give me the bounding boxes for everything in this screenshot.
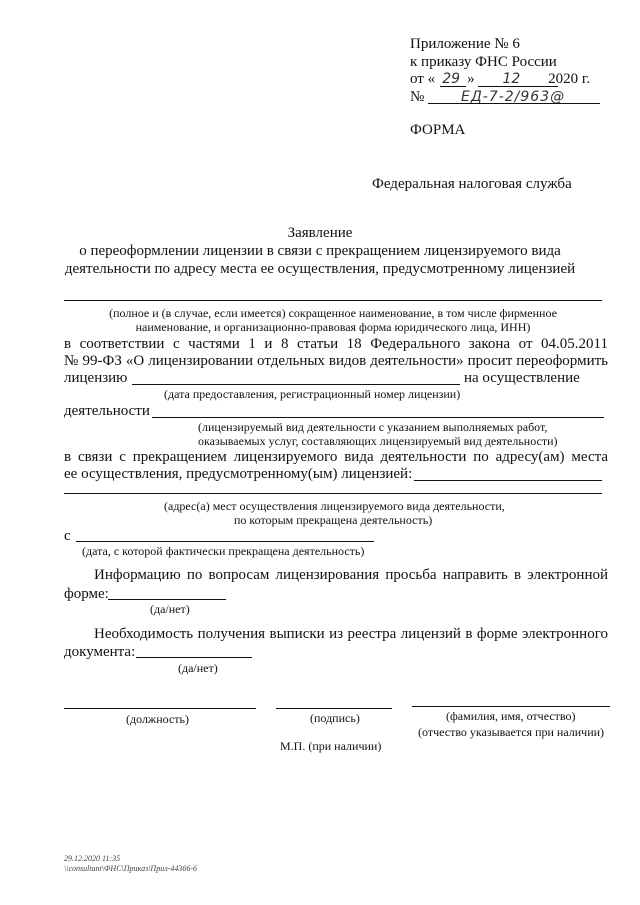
activity-note-line-1: (лицензируемый вид деятельности с указанием выполняемых работ, bbox=[198, 420, 548, 434]
document-title-line-3: деятельности по адресу места ее осуществления, предусмотренному лицензией bbox=[64, 261, 576, 277]
appendix-line-2: к приказу ФНС России bbox=[410, 54, 557, 70]
day-underline bbox=[440, 86, 466, 87]
address-field-1[interactable] bbox=[414, 480, 602, 481]
email-info-line-2: форме: bbox=[64, 586, 109, 602]
reason-line-1: в связи с прекращением лицензируемого вида деятельности по адресу(ам) места bbox=[64, 449, 608, 465]
law-line-2: № 99-ФЗ «О лицензировании отдельных видов деятельности» просит переоформить bbox=[64, 353, 608, 369]
footer-timestamp: 29.12.2020 11:35 bbox=[64, 854, 121, 863]
position-caption: (должность) bbox=[126, 712, 189, 726]
since-note: (дата, с которой фактически прекращена деятельность) bbox=[82, 544, 365, 558]
appendix-year: 2020 г. bbox=[548, 71, 591, 87]
document-title: Заявление bbox=[287, 225, 353, 241]
extract-line-1: Необходимость получения выписки из реестра лицензий в форме электронного bbox=[94, 626, 608, 642]
email-answer-field[interactable] bbox=[108, 599, 226, 600]
for-activity-label: на осуществление bbox=[464, 370, 580, 386]
extract-answer-field[interactable] bbox=[136, 657, 252, 658]
extract-line-2: документа: bbox=[64, 644, 136, 660]
extract-note: (да/нет) bbox=[178, 661, 218, 675]
authority-name: Федеральная налоговая служба bbox=[372, 176, 572, 192]
full-name-note: (отчество указывается при наличии) bbox=[418, 725, 605, 739]
position-field[interactable] bbox=[64, 708, 256, 709]
footer-file-path: \\consultant\ФНС\Приказ\Прил-44366-6 bbox=[64, 864, 198, 873]
month-underline bbox=[478, 86, 558, 87]
appendix-day: 29 bbox=[442, 71, 461, 87]
full-name-field[interactable] bbox=[412, 706, 610, 707]
address-note-line-1: (адрес(а) мест осуществления лицензируемого вида деятельности, bbox=[164, 499, 505, 513]
appendix-from-prefix: от « bbox=[410, 71, 436, 87]
since-date-field[interactable] bbox=[76, 541, 374, 542]
document-title-line-2: о переоформлении лицензии в связи с прекращением лицензируемого вида bbox=[79, 243, 561, 259]
stamp-caption: М.П. (при наличии) bbox=[280, 739, 382, 753]
appendix-quote-close: » bbox=[467, 71, 475, 87]
email-info-note: (да/нет) bbox=[150, 602, 190, 616]
applicant-note-line-1: (полное и (в случае, если имеется) сокращенное наименование, в том числе фирменное bbox=[109, 306, 557, 320]
appendix-month: 12 bbox=[502, 71, 521, 87]
activity-field[interactable] bbox=[152, 417, 604, 418]
activity-note-line-2: оказываемых услуг, составляющих лицензируемый вид деятельности) bbox=[198, 434, 558, 448]
activity-label: деятельности bbox=[64, 403, 150, 419]
appendix-num-prefix: № bbox=[410, 89, 425, 105]
address-field-2[interactable] bbox=[64, 493, 602, 494]
appendix-number: ЕД-7-2/963@ bbox=[460, 89, 566, 105]
applicant-note-line-2: наименование, и организационно-правовая форма юридического лица, ИНН) bbox=[135, 320, 531, 334]
appendix-line-1: Приложение № 6 bbox=[410, 36, 520, 52]
signature-field[interactable] bbox=[276, 708, 392, 709]
reason-line-2: ее осуществления, предусмотренному(ым) лицензией: bbox=[64, 466, 413, 482]
law-line-1: в соответствии с частями 1 и 8 статьи 18 Федерального закона от 04.05.2011 bbox=[64, 336, 608, 352]
license-label: лицензию bbox=[64, 370, 128, 386]
license-field[interactable] bbox=[132, 384, 460, 385]
applicant-name-field[interactable] bbox=[64, 300, 602, 301]
address-note-line-2: по которым прекращена деятельность) bbox=[234, 513, 433, 527]
license-note: (дата предоставления, регистрационный номер лицензии) bbox=[164, 387, 461, 401]
full-name-caption: (фамилия, имя, отчество) bbox=[446, 709, 576, 723]
form-label: ФОРМА bbox=[410, 122, 466, 138]
signature-caption: (подпись) bbox=[310, 711, 360, 725]
since-label: с bbox=[64, 528, 71, 544]
number-underline bbox=[428, 103, 600, 104]
email-info-line-1: Информацию по вопросам лицензирования просьба направить в электронной bbox=[94, 567, 608, 583]
